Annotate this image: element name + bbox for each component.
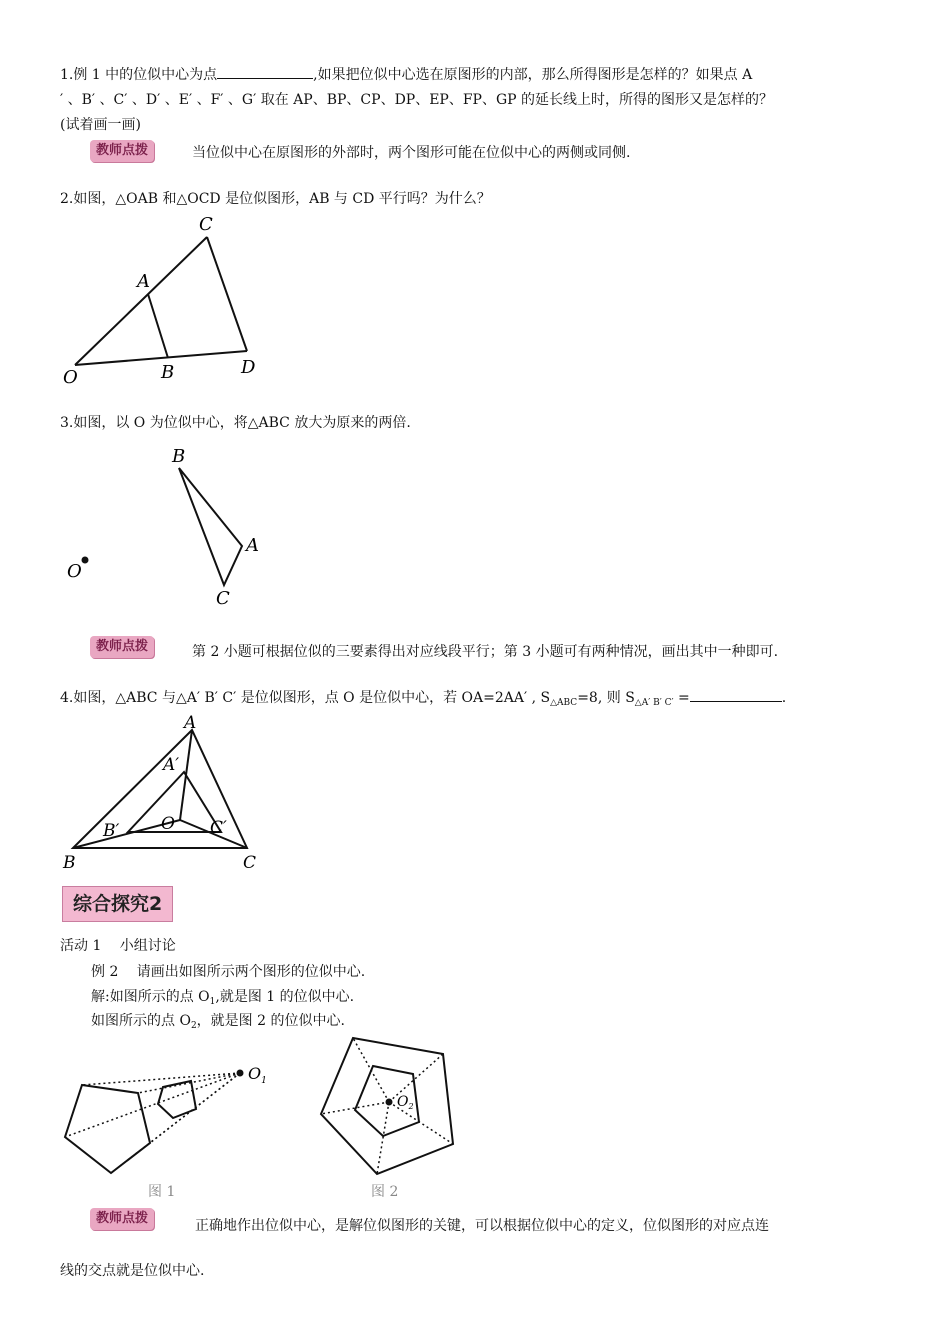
label-a-prime: A′ bbox=[163, 755, 180, 775]
label-c: C bbox=[199, 214, 213, 235]
point-o2 bbox=[386, 1099, 393, 1106]
point-o1 bbox=[237, 1070, 244, 1077]
label-b-prime: B′ bbox=[103, 821, 120, 841]
label-a: A bbox=[246, 535, 259, 556]
q4-figure bbox=[55, 708, 285, 878]
dash-line bbox=[82, 1073, 240, 1085]
dash-line bbox=[65, 1073, 240, 1137]
solution-line1: 解:如图所示的点 $O_1$,就是图 1 的位似中心. bbox=[91, 989, 355, 1007]
large-pentagon bbox=[65, 1085, 150, 1173]
label-o: O bbox=[67, 561, 82, 582]
q4-text: 4.如图，△ABC 与△A′ B′ C′ 是位似图形，点 O 是位似中心，若 OA=2AA′ , $S_{\triangle ABC}=8$, 则 $S_{\triangle A' B' C'}$ = . bbox=[60, 687, 786, 713]
label-a: A bbox=[137, 271, 150, 292]
q4-blank[interactable] bbox=[690, 687, 782, 702]
tip3-line1: 正确地作出位似中心，是解位似图形的关键，可以根据位似中心的定义，位似图形的对应点连 bbox=[195, 1218, 769, 1234]
q1-line3: (试着画一画) bbox=[60, 117, 141, 133]
label-o2: $O_2$ bbox=[397, 1094, 414, 1111]
small-pentagon bbox=[158, 1081, 196, 1118]
label-c: C bbox=[216, 588, 230, 609]
label-c: C bbox=[243, 853, 257, 873]
q2-text: 2.如图，△OAB 和△OCD 是位似图形，AB 与 CD 平行吗？为什么？ bbox=[60, 191, 491, 207]
label-b: B bbox=[172, 446, 186, 467]
section-title: 综合探究2 bbox=[62, 886, 173, 922]
point-o bbox=[82, 557, 89, 564]
fig2-figure bbox=[315, 1030, 465, 1180]
q2-figure bbox=[55, 210, 275, 390]
label-c-prime: C′ bbox=[210, 818, 227, 838]
q3-figure bbox=[55, 440, 275, 615]
fig1-caption: 图 1 bbox=[148, 1184, 176, 1200]
teacher-tip-badge: 教师点拨 bbox=[90, 140, 154, 162]
triangle-abc bbox=[179, 468, 242, 585]
q1-line1: 1.例 1 中的位似中心为点 ,如果把位似中心选在原图形的内部，那么所得图形是怎样的？如果点 A bbox=[60, 64, 752, 85]
tip3-line2: 线的交点就是位似中心. bbox=[60, 1263, 205, 1279]
dash-line bbox=[138, 1073, 240, 1093]
label-d: D bbox=[241, 357, 256, 378]
fig2-caption: 图 2 bbox=[371, 1184, 399, 1200]
label-b: B bbox=[63, 853, 76, 873]
q1-line2: ′ 、B′ 、C′ 、D′ 、E′ 、F′ 、G′ 取在 AP、BP、CP、DP、EP、FP、GP 的延长线上时，所得的图形又是怎样的？ bbox=[60, 92, 774, 108]
tip2-text: 第 2 小题可根据位似的三要素得出对应线段平行；第 3 小题可有两种情况，画出其中一种即可. bbox=[192, 644, 779, 660]
label-o: O bbox=[161, 814, 175, 834]
label-b: B bbox=[161, 362, 175, 383]
teacher-tip-badge: 教师点拨 bbox=[90, 1208, 154, 1230]
tip1-text: 当位似中心在原图形的外部时，两个图形可能在位似中心的两侧或同侧. bbox=[192, 145, 631, 161]
fig1-figure bbox=[55, 1055, 295, 1180]
label-a: A bbox=[184, 713, 197, 733]
activity-label: 活动 1 小组讨论 bbox=[60, 938, 176, 954]
outer-pentagon bbox=[321, 1038, 453, 1174]
teacher-tip-badge: 教师点拨 bbox=[90, 636, 154, 658]
dash-line bbox=[377, 1102, 389, 1174]
q1-blank[interactable] bbox=[217, 64, 313, 79]
solution-line2: 如图所示的点 $O_2$，就是图 2 的位似中心. bbox=[91, 1013, 345, 1031]
line-oc bbox=[75, 237, 207, 365]
line-ab bbox=[148, 294, 168, 358]
line-cd bbox=[207, 237, 247, 351]
example-text: 例 2 请画出如图所示两个图形的位似中心. bbox=[91, 964, 366, 980]
label-o1: $O_1$ bbox=[248, 1064, 267, 1086]
q3-text: 3.如图，以 O 为位似中心，将△ABC 放大为原来的两倍. bbox=[60, 415, 411, 431]
label-o: O bbox=[63, 367, 78, 388]
